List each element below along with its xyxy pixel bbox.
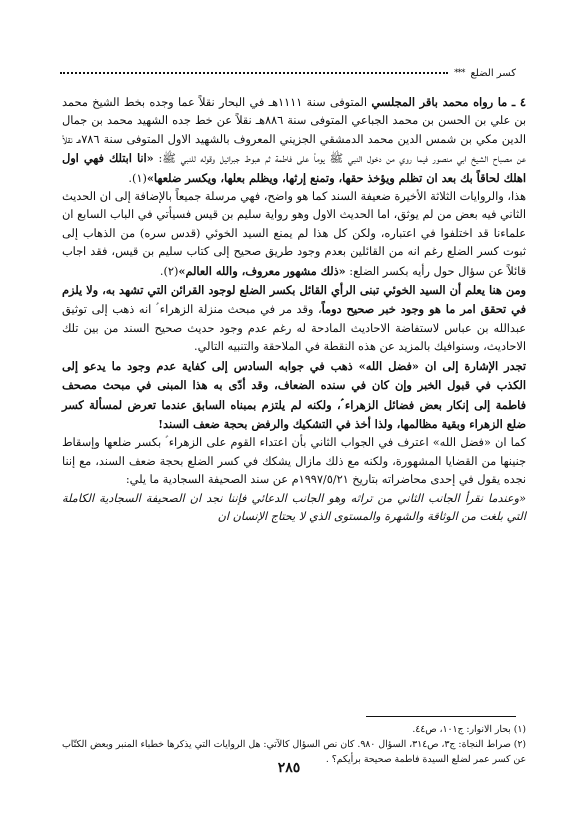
paragraph-4 — [62, 357, 526, 435]
text-run: ومن هنا يعلم أن السيد الخوئي تبنى الرأي القائل بكسر الضلع لوجود القرائن التي تشهد به، ولا يلزم في تحقق امر ما هو وجود خبر صحيح دوماً — [62, 283, 526, 317]
header-title: كسر الضلع — [470, 67, 516, 79]
text-run: ٤ ـ ما رواه محمد باقر المجلسي — [371, 95, 526, 109]
text-run: (١). — [128, 171, 147, 185]
text-run: هذا، والروايات الثلاثة الأخيرة ضعيفة السند كما هو واضح، فهي مرسلة جميعاً بالإضافة إلى ان الحديث الثاني فيه بعض من لم يوثق، اما الحديث الاول وهو رواية سليم بن قيس فسيأتي في الباب السابع ان علماءنا قد اختلفوا في اعتباره، ولكن كل هذا لم يمنع السيد الخوئي (قدس سره) من الذهاب إلى ثبوت كسر الضلع رغم انه من القائلين بعدم وجود طريق صحيح إلى كتاب سليم بن قيس، فقد اجاب قائلاً عن سؤال حول رأيه بكسر الضلع: — [62, 190, 526, 278]
paragraph-5 — [62, 434, 526, 489]
paragraph-3 — [62, 281, 526, 357]
text-run: «ذلك مشهور معروف، والله العالم» — [178, 263, 346, 278]
page-number: ٢٨٥ — [277, 760, 301, 776]
text-run: «انا ابتلك فهي اول اهلك لحاقاً بك بعد ان تظلم ويؤخذ حقها، وتمنع إرثها، ويظلم بعلها، ويكسر ضلعها» — [62, 151, 526, 185]
text-run: (٢). — [159, 264, 179, 278]
footnote-separator — [366, 716, 516, 717]
header-dotted-rule — [60, 72, 448, 74]
text-run: «وعندما نقرأ الجانب الثاني من تراثه وهو الجانب الدعائي فإننا نجد ان الصحيفة السجادية الكاملة التي بلغت من الوثاقة والشهرة والمستوى الذي لا يحتاج الإنسان ان — [62, 491, 526, 523]
text-run: تجدر الإشارة إلى ان «فضل الله» ذهب في جوابه السادس إلى كفاية عدم وجود ما يدعو إلى الكذب في قبول الخبر وإن كان في سنده الضعاف، وقد أدّى به هذا المبنى في مبحث مصحف فاطمة إلى إنكار بعض فضائل الزهراء ؑ، ولكنه لم يلتزم بمبناه السابق عندما تعرض لمسألة كسر ضلع الزهراء وبقية مظالمها، ولذا أخذ في التشكيك والرفض بحجة ضعف السند! — [62, 358, 526, 431]
running-header — [60, 66, 516, 80]
text-run: ، وقد مر في مبحث منزلة الزهراء ؑ انه ذهب إلى توثيق عبدالله بن عباس لاستفاضة الاحاديث المادحة له رغم عدم وجود حديث صحيح السند من بين تلك الاحاديث، وسنوافيك بالمزيد عن هذه النقطة في الملاحقة والتنبيه التالي. — [62, 303, 526, 354]
paragraph-2 — [62, 188, 526, 281]
footnote-2: (٢) صراط النجاة: ج٣، ص٣١٤، السؤال ٩٨٠. كان نص السؤال كالآتي: هل الروايات التي يذكرها خطباء المنبر وبعض الكتّاب عن كسر عمر لضلع السيدة فاطمة صحيحة برأيكم؟ . — [62, 739, 526, 765]
paragraph-6 — [62, 490, 526, 527]
text-run: كما ان «فضل الله» اعترف في الجواب الثاني بأن اعتداء القوم على الزهراء ؑ بكسر ضلعها وإسقاط جنينها من القضايا المشهورة، ولكنه مع ذلك مازال يشكك في كسر الضلع بحجة ضعف السند، مع إننا نجده يقول في إحدى محاضراته بتاريخ ١٩٩٧/٥/٢١م عن سند الصحيفة السجادية ما يلي: — [62, 436, 526, 487]
footnote-1: (١) بحار الانوار: ج١٠١، ص٤٤. — [412, 724, 526, 735]
page-body — [62, 93, 526, 526]
paragraph-1 — [62, 93, 526, 188]
header-stars: *** — [453, 68, 465, 78]
text-run: المتوفى سنة ١١١١هـ في البحار نقلاً عما وجده بخط الشيخ محمد بن علي بن الحسن بن محمد الجباعي المتوفى سنة ٨٨٦هـ نقلاً عن خط جده الشهيد محمد بن جمال الدين مكي بن شمس الدين محمد الدمشقي الجزيني المعروف بالشهيد الاول المتوفى سنة ٧٨٦هـ نقلاً عن مصباح الشيخ ابي منصور فيما روي من دخول النبي ﷺ يوماً على فاطمة ثم هبوط جبرائيل وقوله للنبي ﷺ: — [62, 96, 527, 166]
